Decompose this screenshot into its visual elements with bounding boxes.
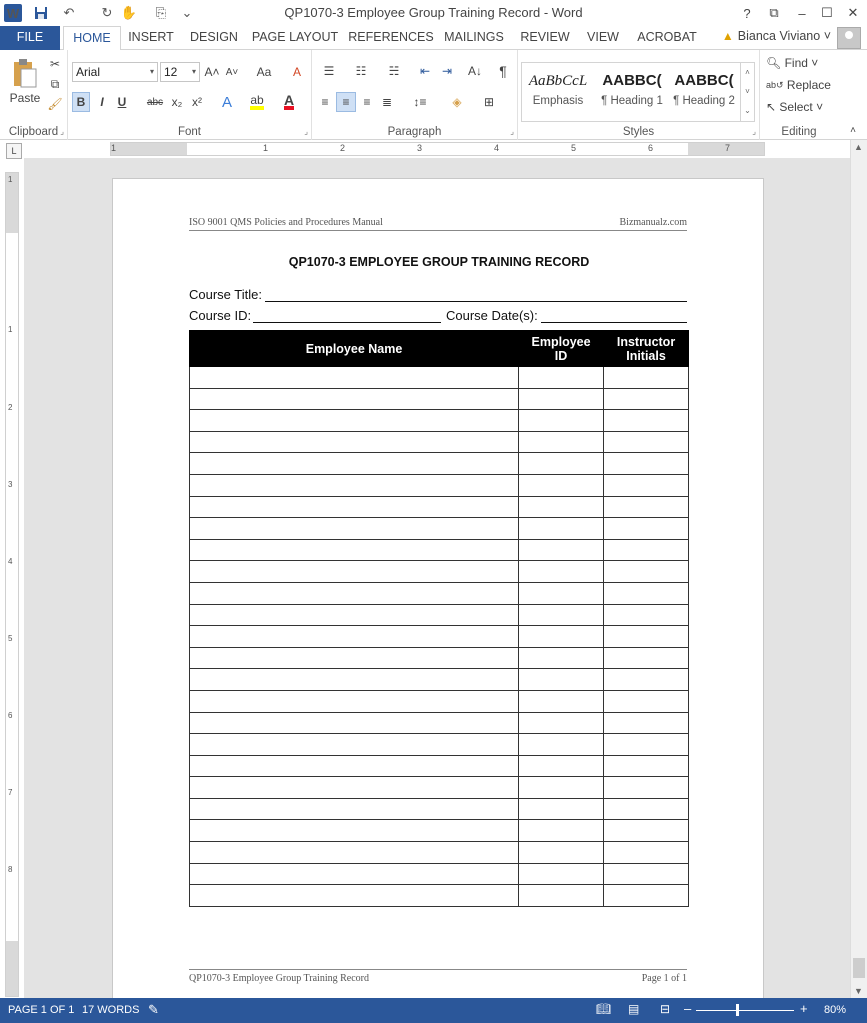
align-center-icon[interactable]: ≡	[336, 92, 356, 112]
table-cell[interactable]	[190, 582, 519, 604]
paragraph-label: Paragraph	[387, 126, 442, 138]
font-group	[68, 50, 312, 140]
find-button[interactable]: 🔍︎ Find ˅	[766, 56, 819, 70]
table-cell[interactable]	[604, 863, 689, 885]
ruler-number: 7	[725, 143, 731, 153]
clipboard-label: Clipboard	[8, 126, 59, 138]
tab-references[interactable]: REFERENCES	[348, 30, 434, 44]
font-label: Font	[177, 126, 201, 138]
table-cell[interactable]	[519, 734, 604, 756]
table-row[interactable]	[190, 496, 689, 518]
table-cell[interactable]	[604, 798, 689, 820]
table-cell[interactable]	[519, 496, 604, 518]
vertical-ruler[interactable]	[5, 172, 19, 997]
table-cell[interactable]	[519, 820, 604, 842]
replace-button[interactable]	[766, 76, 836, 94]
ruler-left-margin	[111, 143, 187, 155]
styles-group	[518, 50, 760, 140]
table-header-row	[190, 331, 689, 367]
ruler-number: 1	[8, 175, 13, 184]
table-cell[interactable]	[604, 712, 689, 734]
scroll-thumb[interactable]	[853, 958, 865, 978]
style-sample: AaBbCcL	[528, 73, 588, 89]
table-cell[interactable]	[604, 367, 689, 389]
find-icon: 🔍︎	[766, 56, 782, 70]
table-row[interactable]	[190, 561, 689, 583]
table-cell[interactable]	[519, 647, 604, 669]
style-sample: AABBC(	[602, 72, 662, 89]
table-cell[interactable]	[190, 712, 519, 734]
print-layout-icon[interactable]: ▤	[628, 1002, 640, 1016]
table-cell[interactable]	[519, 539, 604, 561]
find-label: Find	[784, 56, 808, 70]
ruler-number: 6	[8, 711, 13, 720]
table-cell[interactable]	[190, 410, 519, 432]
table-cell[interactable]	[519, 755, 604, 777]
table-cell[interactable]	[519, 863, 604, 885]
grow-font-icon[interactable]: A˄	[204, 65, 220, 79]
decrease-indent-icon[interactable]: ⇤	[419, 64, 431, 78]
style-name: ¶ Heading 1	[601, 95, 663, 107]
table-cell[interactable]	[190, 604, 519, 626]
table-cell[interactable]	[190, 539, 519, 561]
ruler-number: 3	[417, 143, 423, 153]
shading-icon[interactable]: ◈	[452, 95, 462, 109]
table-cell[interactable]	[519, 798, 604, 820]
tab-insert[interactable]: INSERT	[128, 30, 174, 44]
table-cell[interactable]	[604, 669, 689, 691]
multilevel-list-icon[interactable]: ☵	[388, 64, 400, 78]
table-row[interactable]	[190, 539, 689, 561]
ruler-number: 6	[648, 143, 654, 153]
window-title: QP1070-3 Employee Group Training Record - Word	[284, 5, 583, 20]
font-family-value: Arial	[76, 65, 101, 79]
course-title-label: Course Title:	[189, 287, 262, 302]
table-row[interactable]	[190, 518, 689, 540]
table-row[interactable]	[190, 690, 689, 712]
table-row[interactable]	[190, 755, 689, 777]
table-cell[interactable]	[190, 734, 519, 756]
sort-icon[interactable]: A↓	[467, 64, 482, 78]
help-icon[interactable]: ?	[743, 5, 751, 21]
scroll-down-icon[interactable]: ▼	[854, 986, 863, 996]
font-color-sample: A	[283, 92, 295, 108]
ruler-bottom-margin	[6, 941, 18, 996]
table-cell[interactable]	[604, 604, 689, 626]
document-canvas[interactable]	[24, 158, 850, 998]
table-row[interactable]	[190, 431, 689, 453]
table-cell[interactable]	[604, 453, 689, 475]
format-painter-icon[interactable]: 🖌	[47, 97, 63, 111]
table-cell[interactable]	[604, 690, 689, 712]
header-divider	[189, 230, 687, 231]
ruler-number: 7	[8, 788, 13, 797]
course-id-row[interactable]	[189, 308, 687, 323]
paragraph-group	[312, 50, 518, 140]
table-cell[interactable]	[190, 367, 519, 389]
minimize-button[interactable]: –	[798, 5, 806, 21]
style-sample: AABBC(	[674, 72, 734, 89]
borders-icon[interactable]: ⊞	[483, 95, 495, 109]
table-cell[interactable]	[519, 431, 604, 453]
styles-label: Styles	[622, 126, 655, 138]
table-cell[interactable]	[519, 690, 604, 712]
ruler-number: 5	[571, 143, 577, 153]
table-row[interactable]	[190, 388, 689, 410]
italic-button[interactable]: I	[100, 95, 104, 109]
ribbon-display-options-icon[interactable]: ⧉	[769, 5, 779, 20]
table-row[interactable]	[190, 798, 689, 820]
table-cell[interactable]	[604, 582, 689, 604]
ruler-number: 1	[263, 143, 269, 153]
zoom-in-button[interactable]: +	[800, 1001, 808, 1016]
table-row[interactable]	[190, 669, 689, 691]
ruler-number: 5	[8, 634, 13, 643]
replace-icon: ab↺	[766, 79, 784, 90]
align-left-icon[interactable]: ≡	[321, 95, 329, 109]
table-cell[interactable]	[604, 474, 689, 496]
table-cell[interactable]	[190, 755, 519, 777]
text-effects-icon[interactable]: A	[221, 93, 232, 111]
numbering-icon[interactable]: ☷	[355, 64, 367, 78]
increase-indent-icon[interactable]: ⇥	[441, 64, 453, 78]
table-cell[interactable]	[190, 885, 519, 907]
ruler-number: 2	[8, 403, 13, 412]
training-record-table[interactable]	[189, 330, 689, 907]
table-cell[interactable]	[519, 604, 604, 626]
zoom-out-button[interactable]: –	[684, 1001, 692, 1016]
format-painter-quick-icon[interactable]: ⎘	[155, 5, 167, 20]
zoom-slider-thumb[interactable]	[736, 1004, 739, 1016]
warning-icon: ▲	[721, 29, 734, 43]
table-cell[interactable]	[519, 777, 604, 799]
course-title-line[interactable]	[265, 301, 687, 302]
maximize-button[interactable]: ☐	[821, 5, 833, 20]
document-title[interactable]: QP1070-3 EMPLOYEE GROUP TRAINING RECORD	[288, 255, 590, 269]
tab-mailings[interactable]: MAILINGS	[444, 30, 504, 44]
table-row[interactable]	[190, 582, 689, 604]
table-row[interactable]	[190, 777, 689, 799]
align-right-icon[interactable]: ≡	[363, 95, 371, 109]
bullets-icon[interactable]: ☰	[323, 64, 335, 78]
change-case-button[interactable]: Aa	[256, 65, 272, 79]
cut-icon[interactable]: ✂	[49, 57, 61, 71]
shrink-font-icon[interactable]: A˅	[225, 66, 239, 78]
vertical-scrollbar[interactable]	[850, 140, 867, 998]
editing-group	[760, 50, 838, 140]
table-cell[interactable]	[604, 431, 689, 453]
table-row[interactable]	[190, 712, 689, 734]
ruler-number: 1	[8, 325, 13, 334]
tab-acrobat[interactable]: ACROBAT	[637, 30, 697, 44]
document-page[interactable]	[112, 178, 764, 1018]
underline-button[interactable]: U	[117, 95, 127, 109]
web-layout-icon[interactable]: ⊟	[660, 1002, 671, 1016]
table-row[interactable]	[190, 885, 689, 907]
instructor-initials-header: Instructor Initials	[604, 331, 689, 367]
horizontal-ruler[interactable]	[110, 142, 765, 156]
course-dates-line[interactable]	[541, 322, 687, 323]
style-emphasis[interactable]	[522, 63, 594, 121]
table-cell[interactable]	[604, 820, 689, 842]
superscript-button[interactable]: x²	[192, 95, 202, 109]
course-title-row[interactable]	[189, 287, 687, 302]
ribbon-home	[0, 50, 867, 140]
ribbon-tabs	[0, 26, 867, 50]
collapse-ribbon-icon[interactable]: ˄	[850, 124, 856, 136]
table-row[interactable]	[190, 367, 689, 389]
proofing-icon[interactable]: ✎	[148, 1002, 159, 1017]
font-launcher-icon[interactable]: ⌟	[304, 127, 308, 136]
table-cell[interactable]	[190, 626, 519, 648]
tab-home[interactable]: HOME	[63, 26, 121, 51]
select-cursor-icon: ↖	[766, 100, 777, 114]
table-cell[interactable]	[604, 647, 689, 669]
table-cell[interactable]	[604, 755, 689, 777]
paste-button[interactable]: Paste	[9, 91, 41, 105]
footer-left-text: QP1070-3 Employee Group Training Record	[189, 973, 369, 984]
clipboard-launcher-icon[interactable]: ⌟	[60, 127, 64, 136]
ruler-number: 2	[340, 143, 346, 153]
table-cell[interactable]	[190, 777, 519, 799]
table-row[interactable]	[190, 626, 689, 648]
tab-review[interactable]: REVIEW	[520, 30, 570, 44]
table-cell[interactable]	[604, 496, 689, 518]
paragraph-launcher-icon[interactable]: ⌟	[510, 127, 514, 136]
table-cell[interactable]	[604, 518, 689, 540]
zoom-level[interactable]: 80%	[824, 1004, 847, 1016]
tab-page-layout[interactable]: PAGE LAYOUT	[251, 30, 339, 44]
table-cell[interactable]	[604, 842, 689, 864]
tab-view[interactable]: VIEW	[587, 30, 619, 44]
table-cell[interactable]	[190, 453, 519, 475]
table-cell[interactable]	[190, 669, 519, 691]
ruler-number: 4	[494, 143, 500, 153]
table-cell[interactable]	[190, 518, 519, 540]
table-row[interactable]	[190, 820, 689, 842]
table-cell[interactable]	[190, 496, 519, 518]
table-cell[interactable]	[519, 842, 604, 864]
table-cell[interactable]	[519, 669, 604, 691]
font-color-icon[interactable]	[278, 92, 300, 112]
course-id-line[interactable]	[253, 322, 441, 323]
font-family-select[interactable]: Arial ▾	[72, 62, 158, 82]
table-cell[interactable]	[190, 863, 519, 885]
line-spacing-icon[interactable]: ↕≡	[413, 95, 427, 109]
table-cell[interactable]	[604, 777, 689, 799]
ruler-number: 1	[111, 143, 117, 153]
font-size-select[interactable]: 12 ▾	[160, 62, 200, 82]
table-row[interactable]	[190, 410, 689, 432]
avatar[interactable]	[837, 27, 861, 49]
zoom-slider[interactable]	[696, 1010, 794, 1011]
table-cell[interactable]	[190, 474, 519, 496]
table-cell[interactable]	[519, 561, 604, 583]
style-heading-2[interactable]	[668, 63, 740, 121]
page-count-status[interactable]: PAGE 1 OF 1	[8, 1004, 75, 1016]
tab-design[interactable]: DESIGN	[190, 30, 238, 44]
tab-selector[interactable]: L	[6, 143, 22, 159]
table-cell[interactable]	[190, 798, 519, 820]
table-row[interactable]	[190, 734, 689, 756]
employee-name-header: Employee Name	[190, 331, 519, 367]
ruler-number: 8	[8, 865, 13, 874]
font-size-value: 12	[164, 65, 178, 79]
justify-icon[interactable]: ≣	[381, 95, 393, 109]
table-cell[interactable]	[190, 388, 519, 410]
bold-button[interactable]: B	[72, 92, 90, 112]
styles-gallery	[521, 62, 755, 122]
employee-id-header: Employee ID	[519, 331, 604, 367]
table-cell[interactable]	[519, 474, 604, 496]
table-row[interactable]	[190, 453, 689, 475]
table-cell[interactable]	[190, 647, 519, 669]
title-bar	[0, 0, 867, 26]
select-button[interactable]: ↖ Select ˅	[766, 100, 824, 114]
table-row[interactable]	[190, 863, 689, 885]
user-name: Bianca Viviano	[737, 29, 821, 43]
table-cell[interactable]	[519, 712, 604, 734]
table-cell[interactable]	[519, 388, 604, 410]
footer-divider	[189, 969, 687, 970]
page-number-text: Page 1 of 1	[641, 973, 687, 984]
table-cell[interactable]	[519, 453, 604, 475]
copy-icon[interactable]: ⧉	[50, 76, 60, 91]
table-cell[interactable]	[604, 561, 689, 583]
scroll-up-icon[interactable]: ▲	[854, 142, 863, 152]
table-cell[interactable]	[604, 734, 689, 756]
table-cell[interactable]	[604, 539, 689, 561]
touch-mode-icon[interactable]: ✋	[120, 5, 138, 20]
table-cell[interactable]	[604, 410, 689, 432]
table-cell[interactable]	[519, 367, 604, 389]
table-cell[interactable]	[190, 431, 519, 453]
course-id-label: Course ID:	[189, 308, 252, 323]
table-row[interactable]	[190, 604, 689, 626]
table-cell[interactable]	[190, 561, 519, 583]
table-cell[interactable]	[604, 626, 689, 648]
highlight-sample: ab	[250, 94, 263, 110]
clipboard-group	[0, 50, 68, 140]
subscript-button[interactable]: x₂	[171, 95, 183, 109]
select-label: Select	[779, 100, 813, 114]
ruler-number: 3	[8, 480, 13, 489]
table-cell[interactable]	[519, 518, 604, 540]
customize-quick-access-icon[interactable]: ⌄	[181, 5, 193, 20]
table-cell[interactable]	[519, 410, 604, 432]
style-name: Emphasis	[532, 95, 584, 107]
highlight-icon[interactable]	[246, 92, 268, 112]
ruler-number: 4	[8, 557, 13, 566]
tab-file[interactable]: FILE	[0, 26, 60, 50]
styles-scroll[interactable]: ˄ ˅ ⌄	[740, 63, 754, 121]
editing-label: Editing	[781, 126, 817, 138]
table-row[interactable]	[190, 647, 689, 669]
replace-label: Replace	[786, 78, 831, 92]
table-cell[interactable]	[519, 885, 604, 907]
course-dates-label: Course Date(s):	[446, 308, 538, 323]
show-formatting-icon[interactable]: ¶	[499, 63, 507, 79]
table-cell[interactable]	[190, 690, 519, 712]
status-bar	[0, 998, 867, 1023]
table-cell[interactable]	[604, 388, 689, 410]
styles-launcher-icon[interactable]: ⌟	[752, 127, 756, 136]
header-right-text: Bizmanualz.com	[619, 217, 687, 228]
table-row[interactable]	[190, 842, 689, 864]
style-name: ¶ Heading 2	[673, 95, 735, 107]
close-button[interactable]: ✕	[847, 5, 859, 20]
strikethrough-button[interactable]: abc	[146, 96, 164, 108]
header-left-text: ISO 9001 QMS Policies and Procedures Manual	[189, 217, 383, 228]
table-row[interactable]	[190, 474, 689, 496]
table-cell[interactable]	[190, 842, 519, 864]
word-count-status[interactable]: 17 WORDS	[82, 1004, 140, 1016]
style-heading-1[interactable]	[596, 63, 668, 121]
table-cell[interactable]	[190, 820, 519, 842]
table-cell[interactable]	[519, 582, 604, 604]
read-mode-icon[interactable]: 📖︎	[596, 1002, 612, 1016]
undo-icon[interactable]: ↶	[63, 5, 75, 20]
table-cell[interactable]	[604, 885, 689, 907]
paste-icon[interactable]	[8, 56, 42, 90]
table-cell[interactable]	[519, 626, 604, 648]
clear-formatting-icon[interactable]: A	[292, 65, 301, 79]
word-app-icon[interactable]: W	[4, 4, 22, 22]
redo-icon[interactable]: ↻	[101, 5, 113, 20]
user-account[interactable]: ▲ Bianca Viviano ˅	[721, 29, 831, 43]
